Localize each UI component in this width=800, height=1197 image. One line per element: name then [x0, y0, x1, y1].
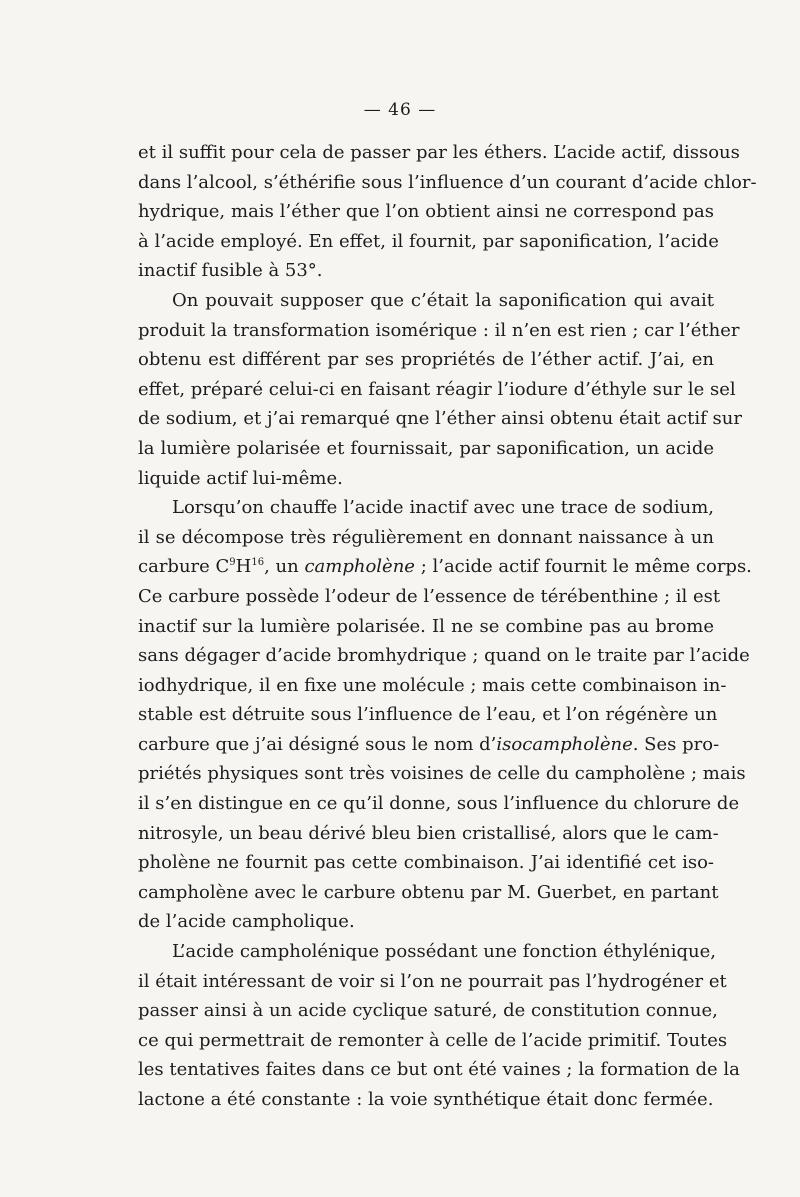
- text-line: lactone a été constante : la voie synthétique était donc fermée.: [138, 1089, 714, 1110]
- text-line: inactif fusible à 53°.: [138, 260, 323, 282]
- text-segment: carbure que j’ai désigné sous le nom d’: [138, 733, 497, 755]
- text-line: passer ainsi à un acide cyclique saturé, de constitution connue,: [138, 1000, 718, 1022]
- text-line: produit la transformation isomérique : il n’en est rien ; car l’éther: [138, 319, 740, 341]
- superscript: 9: [229, 557, 236, 569]
- text-line: et il suffit pour cela de passer par les éthers. L’acide actif, dissous: [138, 142, 740, 163]
- page-number: — 46 —: [363, 100, 437, 120]
- text-line: Lorsqu’on chauffe l’acide inactif avec une trace de sodium,: [172, 497, 714, 519]
- text-line: ce qui permettrait de remonter à celle de l’acide primitif. Toutes: [138, 1029, 728, 1051]
- text-line: nitrosyle, un beau dérivé bleu bien cristallisé, alors que le cam-: [138, 822, 719, 844]
- text-line: sans dégager d’acide bromhydrique ; quand on le traite par l’acide: [138, 645, 750, 667]
- text-line: pholène ne fournit pas cette combinaison. J’ai identifié cet iso-: [138, 852, 714, 874]
- text-line: il s’en distingue en ce qu’il donne, sous l’influence du chlorure de: [138, 793, 740, 815]
- text-line: inactif sur la lumière polarisée. Il ne se combine pas au brome: [138, 615, 714, 637]
- italic-term: campholène: [304, 556, 415, 578]
- text-line: à l’acide employé. En effet, il fournit, par saponification, l’acide: [138, 230, 719, 252]
- italic-term: isocampholène: [496, 733, 633, 755]
- text-line: [138, 552, 752, 582]
- text-line: il était intéressant de voir si l’on ne pourrait pas l’hydrogéner et: [138, 970, 727, 992]
- text-line: [138, 730, 720, 760]
- text-line: effet, préparé celui-ci en faisant réagir l’iodure d’éthyle sur le sel: [138, 378, 736, 400]
- text-segment: ; l’acide actif fournit le même corps.: [414, 556, 752, 578]
- superscript: 16: [251, 557, 265, 569]
- text-line: Ce carbure possède l’odeur de l’essence de térébenthine ; il est: [138, 585, 721, 607]
- text-segment: , un: [264, 556, 305, 578]
- text-segment: H: [235, 556, 252, 578]
- text-line: liquide actif lui-même.: [138, 467, 343, 489]
- text-segment: carbure C: [138, 556, 230, 578]
- text-line: dans l’alcool, s’éthérifie sous l’influence d’un courant d’acide chlor-: [138, 171, 757, 193]
- text-segment: . Ses pro-: [632, 733, 720, 755]
- text-line: priétés physiques sont très voisines de celle du campholène ; mais: [138, 763, 746, 785]
- text-line: campholène avec le carbure obtenu par M. Guerbet, en partant: [138, 881, 719, 903]
- text-line: stable est détruite sous l’influence de l’eau, et l’on régénère un: [138, 704, 718, 726]
- text-line: les tentatives faites dans ce but ont été vaines ; la formation de la: [138, 1059, 740, 1081]
- text-line: obtenu est différent par ses propriétés de l’éther actif. J’ai, en: [138, 349, 714, 371]
- text-line: la lumière polarisée et fournissait, par saponification, un acide: [138, 437, 714, 459]
- text-line: de l’acide campholique.: [138, 911, 355, 933]
- text-line: de sodium, et j’ai remarqué qne l’éther ainsi obtenu était actif sur: [138, 408, 742, 430]
- text-line: L’acide campholénique possédant une fonction éthylénique,: [172, 941, 716, 963]
- text-line: il se décompose très régulièrement en donnant naissance à un: [138, 526, 714, 548]
- text-line: hydrique, mais l’éther que l’on obtient ainsi ne correspond pas: [138, 201, 714, 223]
- text-line: On pouvait supposer que c’était la saponification qui avait: [172, 289, 714, 311]
- text-line: iodhydrique, il en fixe une molécule ; mais cette combinaison in-: [138, 674, 727, 696]
- body-text: [138, 138, 757, 1115]
